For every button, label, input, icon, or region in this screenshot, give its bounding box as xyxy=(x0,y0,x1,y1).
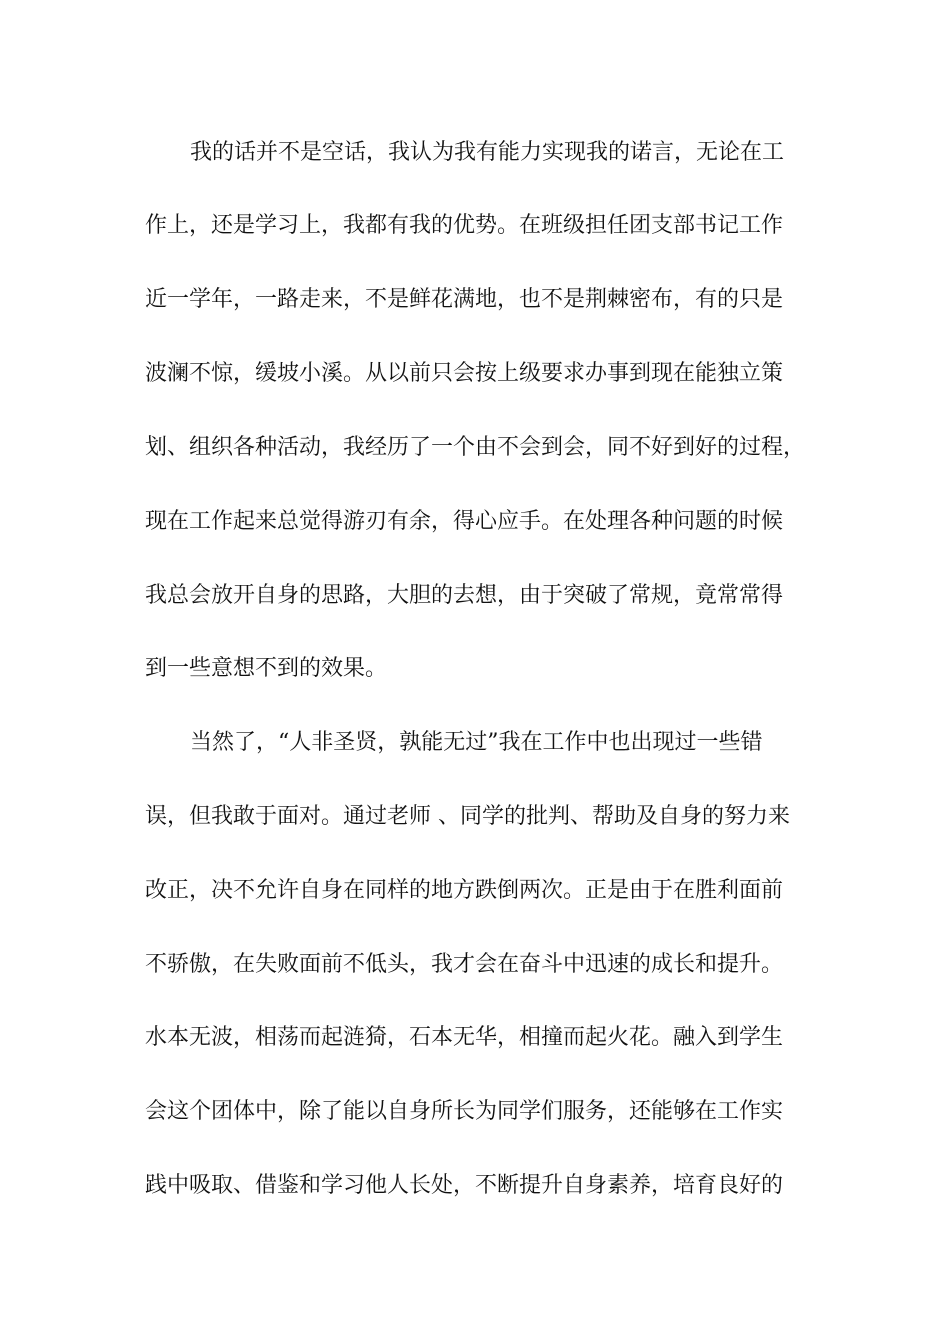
paragraph-1-line-5: 划、组织各种活动，我经历了一个由不会到会，同不好到好的过程， xyxy=(145,435,806,460)
paragraph-2-line-1: 当然了，“人非圣贤，孰能无过”我在工作中也出现过一些错 xyxy=(190,730,763,755)
paragraph-1-line-3: 近一学年，一路走来，不是鲜花满地，也不是荆棘密布，有的只是 xyxy=(145,287,784,312)
paragraph-2-line-2: 误，但我敢于面对。通过老师 、同学的批判、帮助及自身的努力来 xyxy=(145,804,790,829)
paragraph-2-line-6: 会这个团体中，除了能以自身所长为同学们服务，还能够在工作实 xyxy=(145,1099,784,1124)
paragraph-2-line-4: 不骄傲，在失败面前不低头，我才会在奋斗中迅速的成长和提升。 xyxy=(145,952,784,977)
paragraph-1-line-4: 波澜不惊，缓坡小溪。从以前只会按上级要求办事到现在能独立策 xyxy=(145,361,784,386)
paragraph-1-line-8: 到一些意想不到的效果。 xyxy=(145,656,388,681)
paragraph-1-line-1: 我的话并不是空话，我认为我有能力实现我的诺言，无论在工 xyxy=(190,140,785,165)
paragraph-2-line-3: 改正，决不允许自身在同样的地方跌倒两次。正是由于在胜利面前 xyxy=(145,878,784,903)
paragraph-1-line-7: 我总会放开自身的思路，大胆的去想，由于突破了常规，竟常常得 xyxy=(145,583,784,608)
paragraph-1-line-2: 作上，还是学习上，我都有我的优势。在班级担任团支部书记工作 xyxy=(145,213,784,238)
paragraph-1-line-6: 现在工作起来总觉得游刃有余，得心应手。在处理各种问题的时候 xyxy=(145,509,784,534)
paragraph-2-line-5: 水本无波，相荡而起涟猗，石本无华，相撞而起火花。融入到学生 xyxy=(145,1025,784,1050)
paragraph-2-line-7: 践中吸取、借鉴和学习他人长处，不断提升自身素养，培育良好的 xyxy=(145,1173,784,1198)
